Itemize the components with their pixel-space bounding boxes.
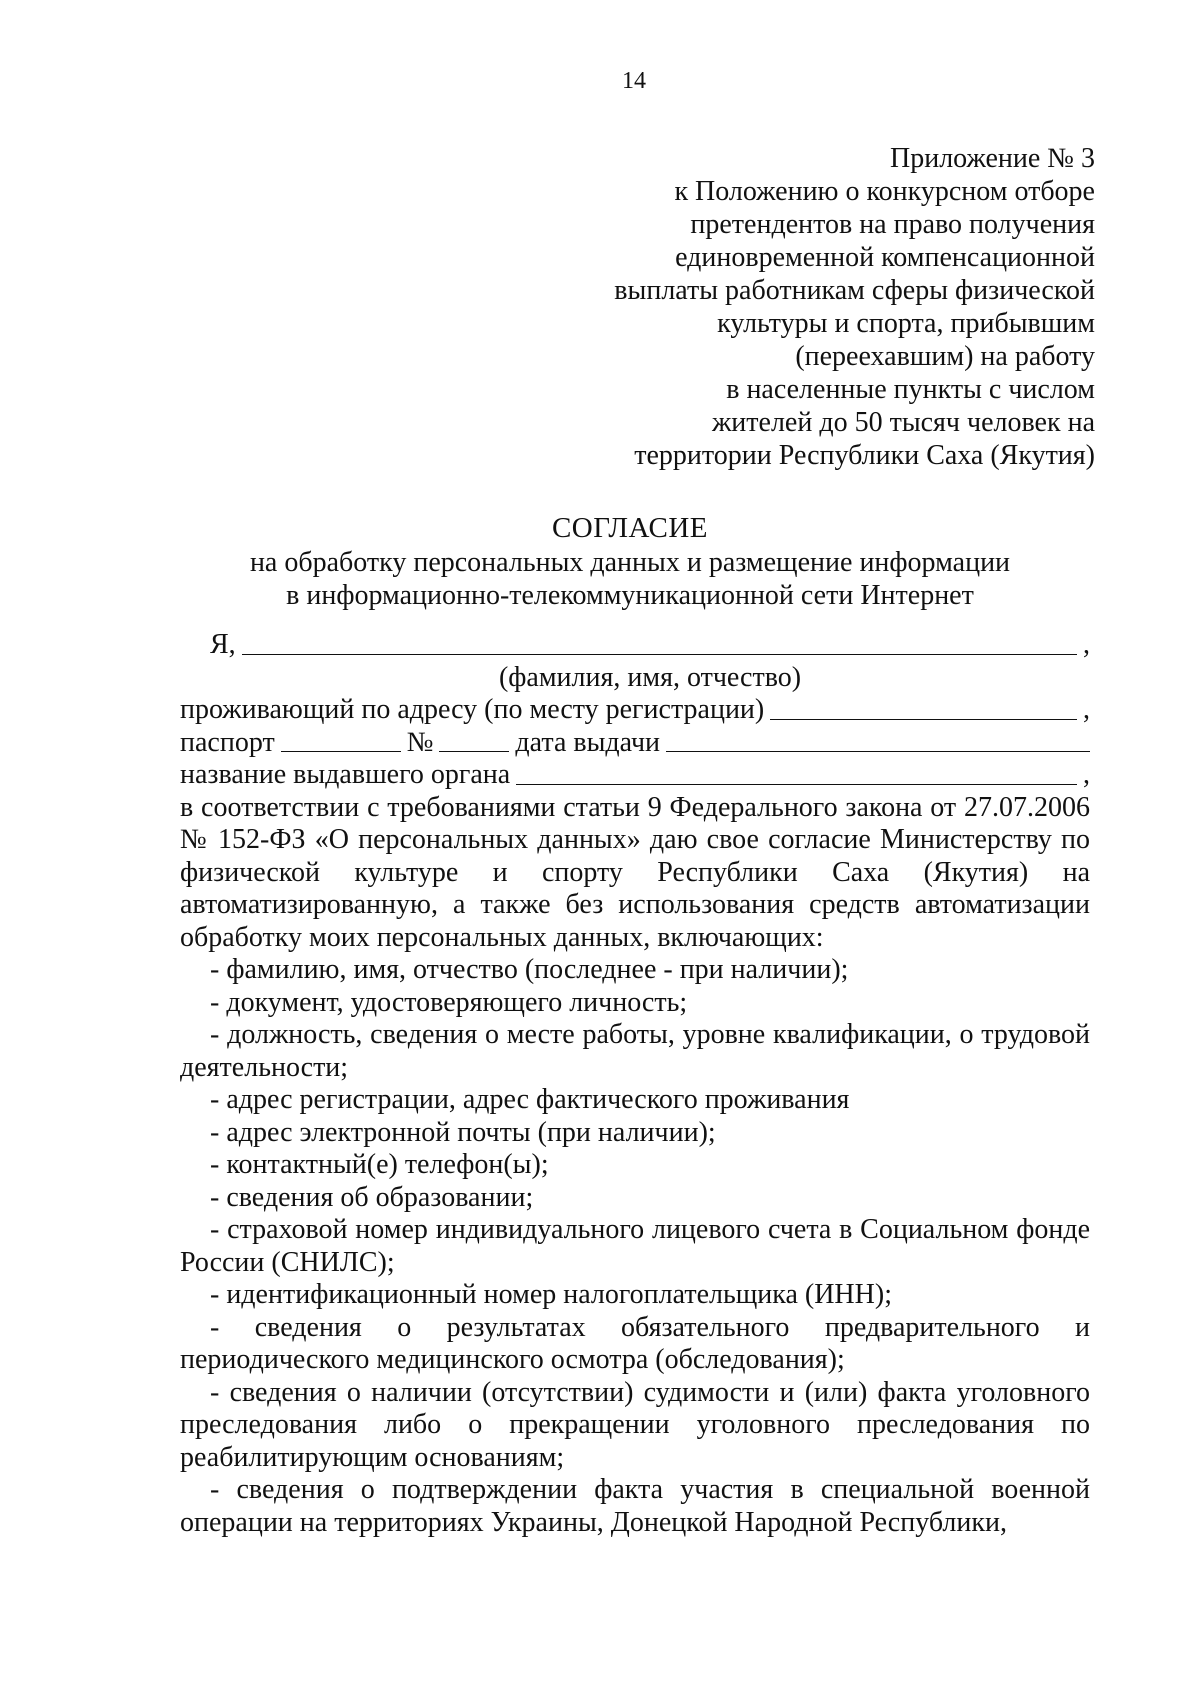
appendix-line: (переехавшим) на работу [795,341,1095,372]
issue-date-label: дата выдачи [515,726,661,758]
issuer-row [180,759,1090,792]
appendix-line: претендентов на право получения [690,209,1095,240]
data-list-item: - контактный(е) телефон(ы); [210,1149,549,1180]
consent-paragraph: в соответствии с требованиями статьи 9 Федерального закона от 27.07.2006 № 152-ФЗ «О персональных данных» даю свое согласие Министерству по физической культуре и спорту Республики Саха (Якутия) на автоматизированную, а также без использования средств автоматизации обработку моих персональных данных, включающих: [180,791,1090,953]
appendix-line: жителей до 50 тысяч человек на [711,407,1095,438]
data-list-item: - сведения о наличии (отсутствии) судимости и (или) факта уголовного преследования либо о прекращении уголовного преследования по реабилитирующим основаниям; [180,1376,1090,1473]
data-list-item: - страховой номер индивидуального лицевого счета в Социальном фонде России (СНИЛС); [180,1214,1090,1278]
appendix-line: к Положению о конкурсном отборе [674,176,1095,207]
appendix-line: Приложение № 3 [890,143,1095,174]
fio-row [180,629,1090,662]
document-title-block [180,510,1080,612]
issue-date-field[interactable] [666,729,1090,752]
appendix-line: в населенные пункты с числом [726,374,1095,405]
data-list-item: - сведения о подтверждении факта участия в специальной военной операции на территориях Украины, Донецкой Народной Республики, [180,1474,1090,1538]
ya-label: Я, [210,629,236,660]
appendix-line: выплаты работникам сферы физической [614,275,1095,306]
address-field[interactable] [770,697,1077,720]
address-row [180,694,1090,727]
passport-series-field[interactable] [281,729,401,752]
document-subtitle-line: в информационно-телекоммуникационной сети Интернет [286,580,974,611]
page-number: 14 [622,68,646,94]
address-comma: , [1083,694,1090,725]
appendix-line: территории Республики Саха (Якутия) [634,440,1095,471]
appendix-line: единовременной компенсационной [675,242,1095,273]
document-subtitle-line: на обработку персональных данных и размещение информации [249,547,1011,578]
issuer-field[interactable] [516,762,1077,785]
data-list-item: - документ, удостоверяющего личность; [210,986,688,1018]
appendix-line: культуры и спорта, прибывшим [717,308,1095,339]
fio-caption: (фамилия, имя, отчество) [498,661,802,693]
appendix-header [614,142,1095,472]
data-list-item: - адрес регистрации, адрес фактического проживания [210,1084,850,1115]
data-list-item: - сведения об образовании; [210,1181,534,1213]
passport-row [180,727,1090,760]
fio-field[interactable] [242,632,1077,655]
passport-number-field[interactable] [439,729,509,752]
data-list-item: - сведения о результатах обязательного предварительного и периодического медицинского осмотра (обследования); [180,1311,1090,1375]
data-list-item: - идентификационный номер налогоплательщика (ИНН); [210,1279,892,1310]
data-list-item: - должность, сведения о месте работы, уровне квалификации, о трудовой деятельности; [180,1019,1090,1083]
issuer-label: название выдавшего органа [180,759,511,790]
passport-label: паспорт [180,726,275,758]
data-list-item: - адрес электронной почты (при наличии); [210,1116,716,1148]
fio-comma: , [1083,629,1090,660]
issuer-comma: , [1083,759,1090,790]
address-label: проживающий по адресу (по месту регистрации) [180,694,765,725]
document-title: СОГЛАСИЕ [551,512,709,544]
data-list-item: - фамилию, имя, отчество (последнее - при наличии); [210,954,849,985]
consent-body [180,629,1090,1539]
passport-number-label: № [406,726,434,758]
